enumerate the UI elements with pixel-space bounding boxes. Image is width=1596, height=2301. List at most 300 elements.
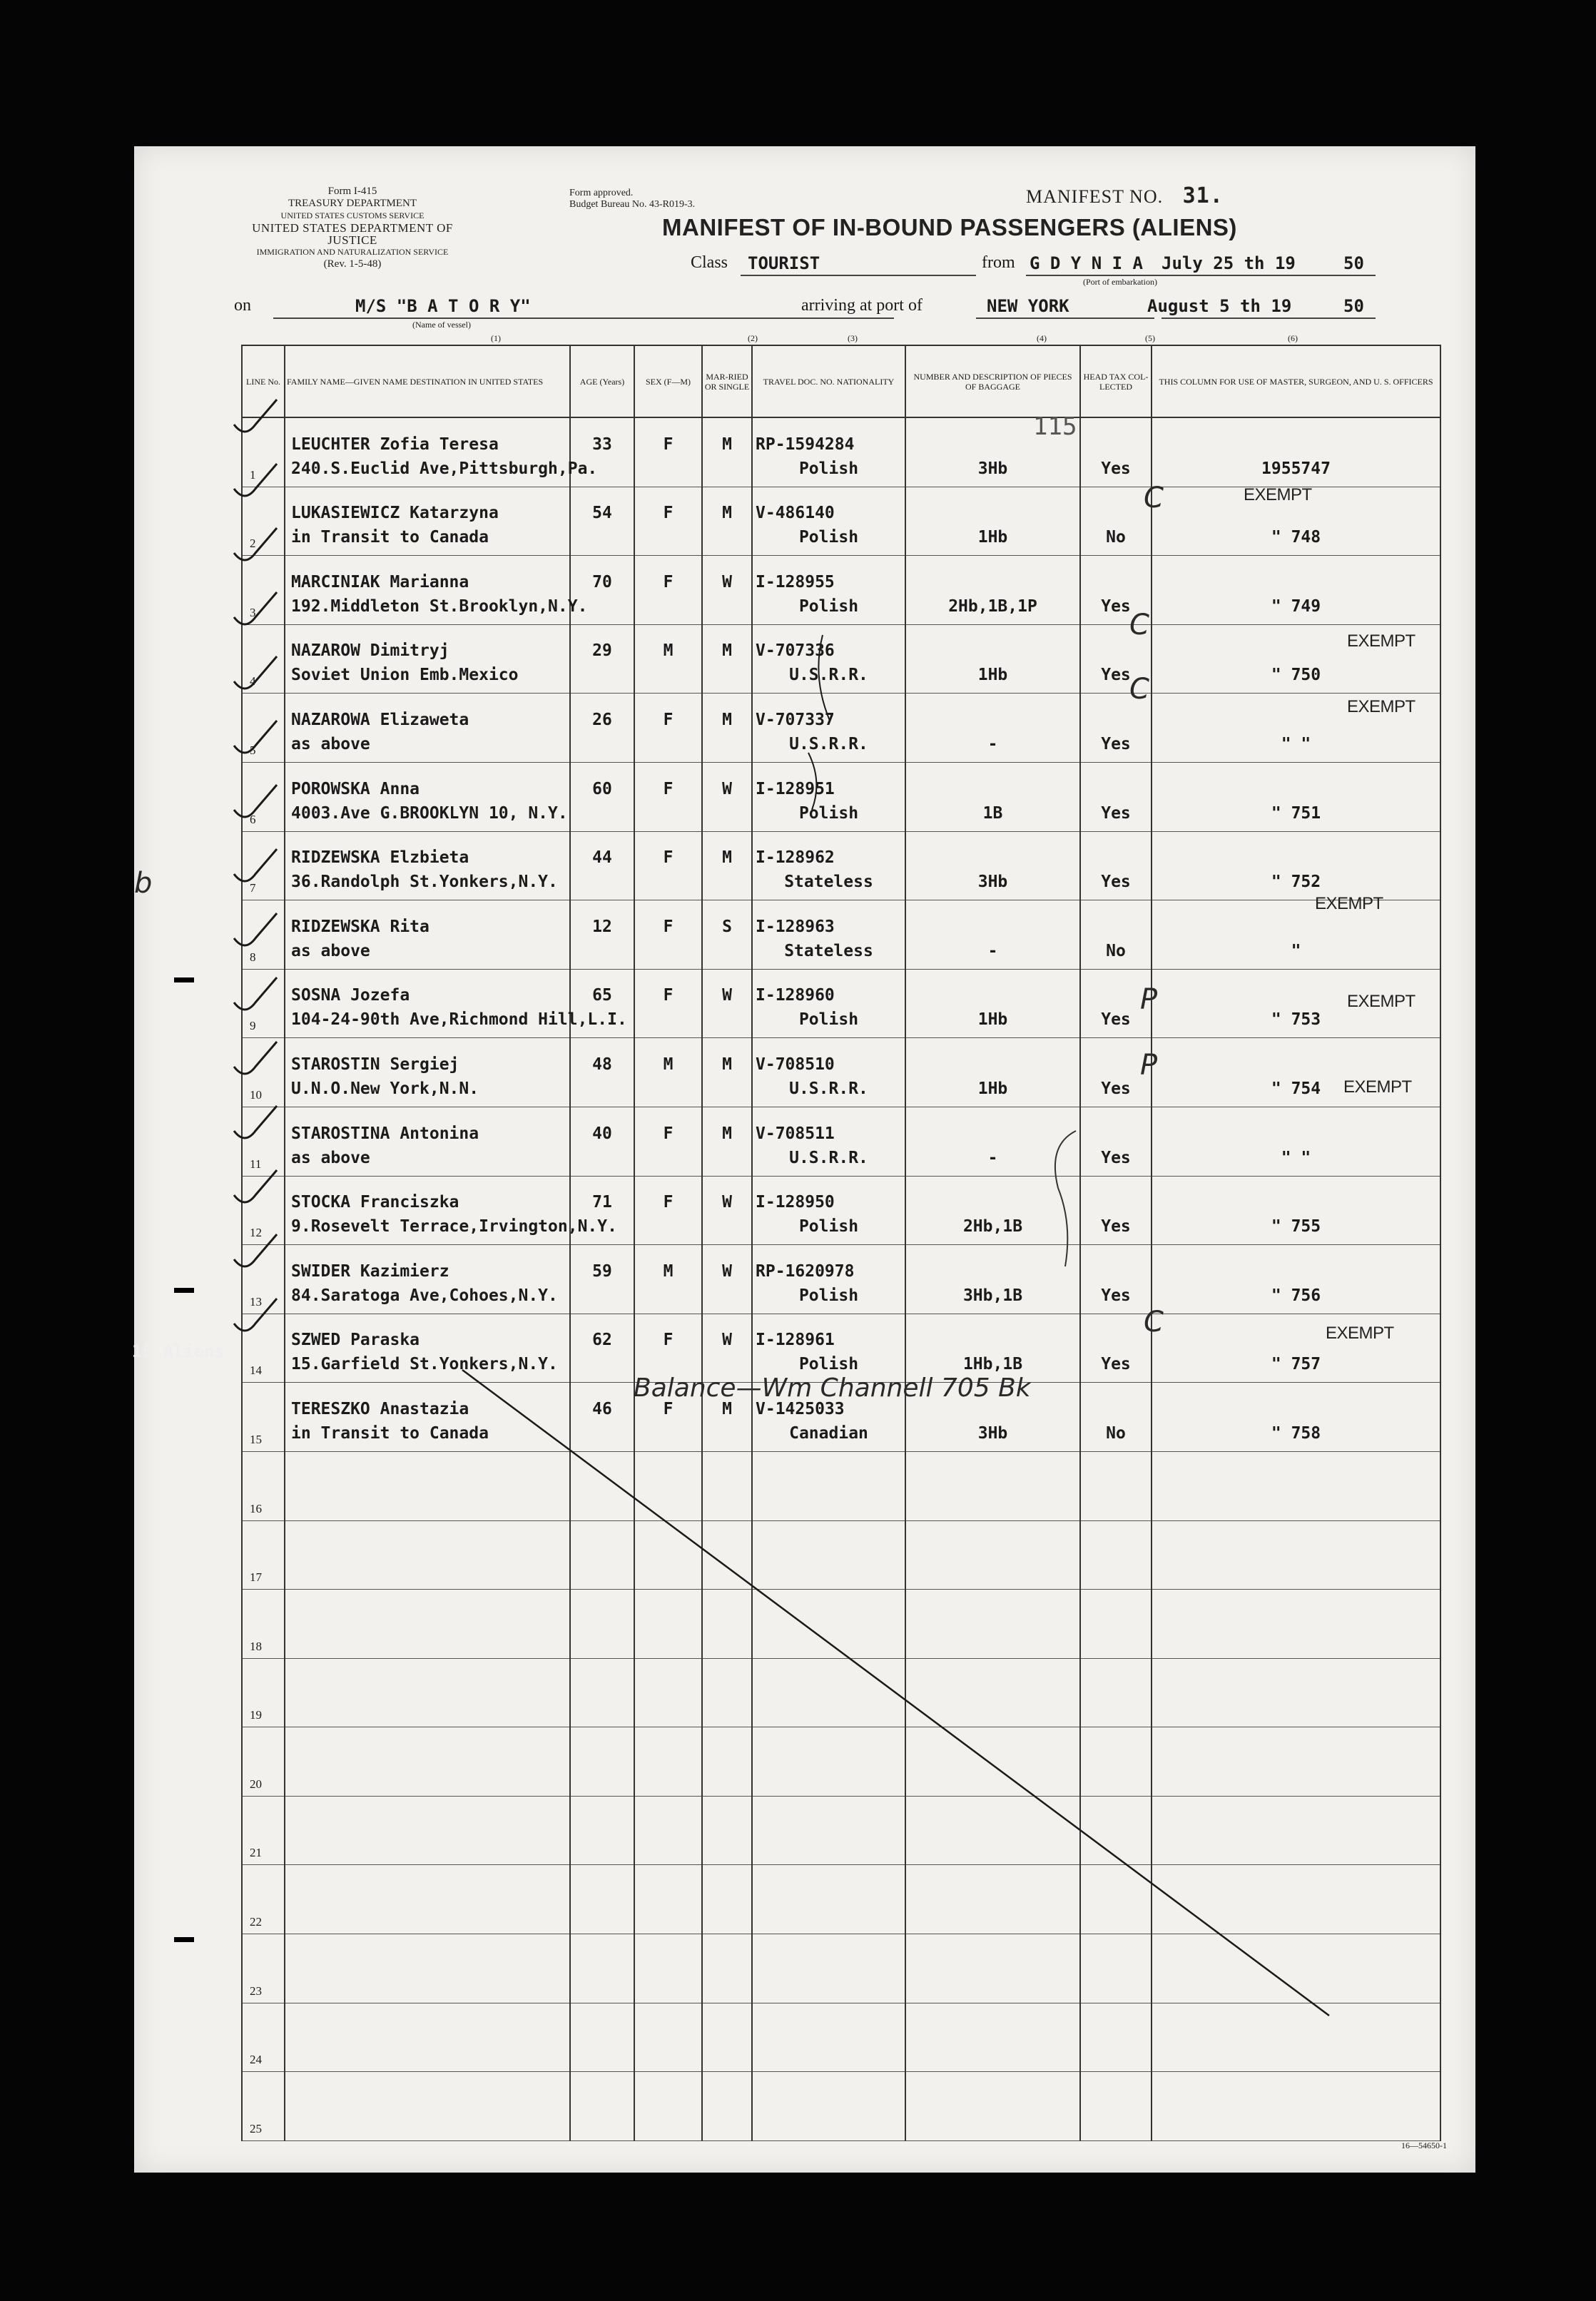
table-cell bbox=[702, 417, 752, 487]
sex: M bbox=[663, 1055, 674, 1074]
table-cell bbox=[634, 1658, 702, 1727]
officer-number: " 750 bbox=[1271, 666, 1321, 685]
table-cell bbox=[570, 1865, 634, 1934]
line-number: 2 bbox=[250, 537, 256, 551]
col-number: (3) bbox=[848, 333, 858, 343]
nationality: U.S.R.R. bbox=[789, 1148, 868, 1167]
exempt-stamp: EXEMPT bbox=[1347, 697, 1415, 716]
table-cell bbox=[285, 1314, 570, 1383]
table-cell bbox=[1080, 1520, 1152, 1590]
nationality: Stateless bbox=[784, 873, 873, 892]
table-cell bbox=[634, 762, 702, 831]
marital-status: M bbox=[722, 710, 732, 729]
line-number: 22 bbox=[250, 1915, 262, 1929]
table-cell bbox=[1152, 1865, 1440, 1934]
sex: F bbox=[663, 1124, 674, 1143]
balance-note: Balance—Wm Channell 705 Bk bbox=[634, 1373, 1031, 1403]
table-cell bbox=[1152, 762, 1440, 831]
table-cell bbox=[702, 1934, 752, 2003]
baggage: 1Hb bbox=[977, 666, 1008, 685]
destination: 4003.Ave G.BROOKLYN 10, N.Y. bbox=[291, 803, 568, 823]
table-cell bbox=[634, 1865, 702, 1934]
age: 54 bbox=[592, 504, 612, 523]
marital-status: W bbox=[722, 986, 732, 1005]
line-number: 7 bbox=[250, 881, 256, 895]
page-title: MANIFEST OF IN-BOUND PASSENGERS (ALIENS) bbox=[662, 214, 1237, 240]
table-row bbox=[242, 1451, 1440, 1520]
form-approved: Form approved. bbox=[569, 188, 634, 198]
marital-status: M bbox=[722, 504, 732, 523]
table-cell bbox=[905, 831, 1080, 900]
vessel-name: M/S "B A T O R Y" bbox=[355, 296, 531, 316]
form-code: 16—54650-1 bbox=[1401, 2140, 1447, 2150]
head-tax: Yes bbox=[1101, 1355, 1131, 1374]
table-cell bbox=[634, 969, 702, 1038]
table-cell bbox=[752, 1451, 905, 1520]
table-cell bbox=[1152, 1383, 1440, 1452]
sex: F bbox=[663, 1399, 674, 1418]
nationality: U.S.R.R. bbox=[789, 1079, 868, 1098]
dept-treasury-sub: UNITED STATES CUSTOMS SERVICE bbox=[280, 210, 425, 220]
table-cell bbox=[702, 969, 752, 1038]
table-cell bbox=[1080, 1590, 1152, 1659]
sex: F bbox=[663, 986, 674, 1005]
table-cell bbox=[570, 417, 634, 487]
destination: 36.Randolph St.Yonkers,N.Y. bbox=[291, 873, 558, 892]
table-cell bbox=[905, 487, 1080, 556]
table-cell bbox=[242, 1520, 285, 1590]
dept-justice-sub: IMMIGRATION AND NATURALIZATION SERVICE bbox=[256, 247, 449, 257]
table-header bbox=[242, 345, 1440, 417]
age: 62 bbox=[592, 1331, 612, 1350]
table-cell bbox=[702, 1314, 752, 1383]
table-cell bbox=[285, 1520, 570, 1590]
table-row bbox=[242, 556, 1440, 625]
marital-status: W bbox=[722, 1261, 732, 1281]
table-cell bbox=[1080, 1314, 1152, 1383]
line-number: 25 bbox=[250, 2121, 262, 2135]
table-cell bbox=[242, 1934, 285, 2003]
table-cell bbox=[570, 556, 634, 625]
table-cell bbox=[285, 1451, 570, 1520]
table-cell bbox=[285, 1245, 570, 1314]
baggage: - bbox=[987, 1148, 998, 1167]
exempt-stamp: EXEMPT bbox=[1315, 894, 1383, 913]
table-cell bbox=[702, 1107, 752, 1176]
destination: 240.S.Euclid Ave,Pittsburgh,Pa. bbox=[291, 459, 598, 478]
table-cell bbox=[570, 487, 634, 556]
baggage: 3Hb bbox=[977, 459, 1008, 478]
table-cell bbox=[702, 1658, 752, 1727]
table-cell bbox=[752, 1658, 905, 1727]
col-header-age: AGE (Years) bbox=[570, 345, 634, 417]
table-cell bbox=[1152, 2003, 1440, 2072]
nationality: Polish bbox=[798, 459, 859, 478]
table-cell bbox=[1080, 1865, 1152, 1934]
table-cell bbox=[702, 762, 752, 831]
travel-doc: I-128951 bbox=[756, 779, 835, 798]
table-cell bbox=[1152, 1796, 1440, 1865]
table-cell bbox=[634, 900, 702, 970]
travel-doc: I-128950 bbox=[756, 1193, 835, 1212]
age: 59 bbox=[592, 1261, 612, 1281]
baggage: 1B bbox=[982, 803, 1003, 823]
table-cell bbox=[752, 1865, 905, 1934]
baggage: 1Hb bbox=[977, 1010, 1008, 1030]
line-number: 21 bbox=[250, 1846, 262, 1860]
officer-number: " 755 bbox=[1271, 1217, 1321, 1236]
table-cell bbox=[905, 556, 1080, 625]
table-cell bbox=[702, 2003, 752, 2072]
tax-mark: C bbox=[1129, 609, 1149, 641]
passenger-name: MARCINIAK Marianna bbox=[291, 572, 469, 591]
table-row bbox=[242, 1107, 1440, 1176]
destination: 15.Garfield St.Yonkers,N.Y. bbox=[291, 1355, 558, 1374]
officer-number: " 748 bbox=[1271, 528, 1321, 547]
age: 70 bbox=[592, 572, 612, 591]
age: 46 bbox=[592, 1399, 612, 1418]
table-cell bbox=[752, 1038, 905, 1107]
tax-mark: b bbox=[134, 867, 153, 900]
table-cell bbox=[570, 694, 634, 763]
marital-status: M bbox=[722, 1055, 732, 1074]
table-cell bbox=[242, 556, 285, 625]
table-cell bbox=[285, 1727, 570, 1797]
table-cell bbox=[1152, 1314, 1440, 1383]
table-cell bbox=[752, 694, 905, 763]
line-number: 4 bbox=[250, 674, 256, 689]
table-cell bbox=[285, 624, 570, 694]
table-cell bbox=[1080, 900, 1152, 970]
travel-doc: RP-1594284 bbox=[756, 435, 855, 454]
sex: F bbox=[663, 435, 674, 454]
arrival-port: NEW YORK bbox=[987, 296, 1069, 316]
table-cell bbox=[634, 2003, 702, 2072]
age: 65 bbox=[592, 986, 612, 1005]
destination: 192.Middleton St.Brooklyn,N.Y. bbox=[291, 596, 588, 616]
table-cell bbox=[752, 1245, 905, 1314]
sex: M bbox=[663, 1261, 674, 1281]
destination: U.N.O.New York,N.N. bbox=[291, 1079, 479, 1098]
table-cell bbox=[570, 969, 634, 1038]
table-row bbox=[242, 900, 1440, 970]
table-cell bbox=[570, 1383, 634, 1452]
table-cell bbox=[1152, 1176, 1440, 1245]
table-cell bbox=[242, 900, 285, 970]
table-cell bbox=[570, 624, 634, 694]
col-header-married: MAR-RIED OR SINGLE bbox=[702, 345, 752, 417]
travel-doc: V-708510 bbox=[756, 1055, 835, 1074]
age: 29 bbox=[592, 641, 612, 661]
col-number: (4) bbox=[1037, 333, 1047, 343]
table-cell bbox=[285, 1383, 570, 1452]
table-cell bbox=[242, 487, 285, 556]
officer-number: " 757 bbox=[1271, 1355, 1321, 1374]
table-row bbox=[242, 1658, 1440, 1727]
table-cell bbox=[1152, 1658, 1440, 1727]
table-cell bbox=[1080, 1658, 1152, 1727]
table-cell bbox=[570, 1590, 634, 1659]
table-cell bbox=[702, 624, 752, 694]
officer-number: " 756 bbox=[1271, 1286, 1321, 1305]
travel-doc: I-128955 bbox=[756, 572, 835, 591]
table-cell bbox=[634, 1934, 702, 2003]
col-header-doc: TRAVEL DOC. NO. NATIONALITY bbox=[752, 345, 905, 417]
head-tax: Yes bbox=[1101, 1010, 1131, 1030]
table-cell bbox=[285, 487, 570, 556]
table-cell bbox=[634, 2072, 702, 2141]
table-row bbox=[242, 1245, 1440, 1314]
table-row bbox=[242, 1727, 1440, 1797]
travel-doc: I-128962 bbox=[756, 848, 835, 868]
table-cell bbox=[285, 1796, 570, 1865]
baggage: 3Hb bbox=[977, 873, 1008, 892]
table-cell bbox=[1080, 1245, 1152, 1314]
table-cell bbox=[905, 694, 1080, 763]
table-cell bbox=[905, 900, 1080, 970]
table-cell bbox=[570, 1658, 634, 1727]
arriving-label: arriving at port of bbox=[801, 296, 922, 315]
marital-status: W bbox=[722, 779, 732, 798]
line-number: 24 bbox=[250, 2053, 262, 2067]
table-cell bbox=[285, 556, 588, 625]
sex: F bbox=[663, 917, 674, 936]
line-number: 3 bbox=[250, 605, 256, 619]
table-cell bbox=[905, 1658, 1080, 1727]
table-row bbox=[242, 624, 1440, 694]
table-cell bbox=[752, 762, 905, 831]
table-cell bbox=[702, 900, 752, 970]
table-row bbox=[242, 1038, 1440, 1107]
table-cell bbox=[702, 1176, 752, 1245]
table-cell bbox=[285, 417, 598, 487]
table-cell bbox=[1152, 2072, 1440, 2141]
passenger-name: STAROSTINA Antonina bbox=[291, 1124, 479, 1143]
class-row bbox=[134, 250, 1475, 287]
table-cell bbox=[905, 1727, 1080, 1797]
table-cell bbox=[634, 831, 702, 900]
line-number: 6 bbox=[250, 812, 256, 826]
marital-status: M bbox=[722, 848, 732, 868]
officer-number: " 749 bbox=[1271, 596, 1321, 616]
head-tax: Yes bbox=[1101, 1217, 1131, 1236]
table-cell bbox=[752, 1934, 905, 2003]
line-number: 8 bbox=[250, 950, 256, 964]
table-cell bbox=[570, 762, 634, 831]
passenger-name: STAROSTIN Sergiej bbox=[291, 1055, 459, 1074]
table-cell bbox=[905, 1176, 1080, 1245]
table-cell bbox=[570, 900, 634, 970]
table-cell bbox=[285, 1934, 570, 2003]
nationality: U.S.R.R. bbox=[789, 666, 868, 685]
table-cell bbox=[752, 556, 905, 625]
marital-status: M bbox=[722, 435, 732, 454]
line-number: 17 bbox=[250, 1570, 262, 1585]
table-cell bbox=[242, 1176, 285, 1245]
table-cell bbox=[905, 2072, 1080, 2141]
table-cell bbox=[285, 2072, 570, 2141]
budget-bureau: Budget Bureau No. 43-R019-3. bbox=[569, 199, 696, 210]
table-cell bbox=[752, 2003, 905, 2072]
head-tax: Yes bbox=[1101, 666, 1131, 685]
table-cell bbox=[634, 1038, 702, 1107]
baggage: - bbox=[987, 941, 998, 960]
travel-doc: V-486140 bbox=[756, 504, 835, 523]
table-row bbox=[242, 1796, 1440, 1865]
table-cell bbox=[905, 1865, 1080, 1934]
tax-mark: C bbox=[1144, 1306, 1164, 1339]
table-cell bbox=[702, 1451, 752, 1520]
tax-mark: P bbox=[1140, 1049, 1158, 1082]
sex: F bbox=[663, 710, 674, 729]
table-cell bbox=[242, 1727, 285, 1797]
table-cell bbox=[285, 1865, 570, 1934]
table-row bbox=[242, 2003, 1440, 2072]
table-cell bbox=[634, 1796, 702, 1865]
officer-number: 1955747 bbox=[1261, 459, 1331, 478]
baggage: - bbox=[987, 734, 998, 753]
table-cell bbox=[242, 762, 285, 831]
sex: F bbox=[663, 1193, 674, 1212]
marital-status: W bbox=[722, 572, 732, 591]
table-cell bbox=[242, 1590, 285, 1659]
table-cell bbox=[905, 1590, 1080, 1659]
table-cell bbox=[285, 831, 570, 900]
table-cell bbox=[570, 1520, 634, 1590]
travel-doc: I-128961 bbox=[756, 1331, 835, 1350]
date-from: July 25 th 19 bbox=[1162, 253, 1296, 273]
table-cell bbox=[570, 1314, 634, 1383]
table-cell bbox=[752, 900, 905, 970]
passenger-name: LUKASIEWICZ Katarzyna bbox=[291, 504, 499, 523]
table-cell bbox=[1152, 556, 1440, 625]
table-cell bbox=[242, 2003, 285, 2072]
line-number: 18 bbox=[250, 1639, 262, 1653]
table-cell bbox=[1152, 831, 1440, 900]
table-cell bbox=[285, 1038, 570, 1107]
table-cell bbox=[570, 1934, 634, 2003]
table-cell bbox=[1080, 1796, 1152, 1865]
table-cell bbox=[1152, 1934, 1440, 2003]
head-tax: No bbox=[1106, 941, 1126, 960]
passenger-name: POROWSKA Anna bbox=[291, 779, 420, 798]
table-cell bbox=[1152, 1107, 1440, 1176]
table-cell bbox=[1080, 417, 1152, 487]
travel-doc: I-128963 bbox=[756, 917, 835, 936]
passenger-name: RIDZEWSKA Rita bbox=[291, 917, 430, 936]
date-arrive: August 5 th 19 bbox=[1147, 296, 1292, 316]
table-cell bbox=[1080, 762, 1152, 831]
table-cell bbox=[702, 1590, 752, 1659]
head-tax: Yes bbox=[1101, 459, 1131, 478]
table-cell bbox=[1080, 1934, 1152, 2003]
table-cell bbox=[752, 2072, 905, 2141]
table-cell bbox=[285, 1107, 570, 1176]
table-cell bbox=[1080, 2072, 1152, 2141]
table-cell bbox=[702, 1520, 752, 1590]
table-cell bbox=[702, 1245, 752, 1314]
officer-number: " " bbox=[1281, 1148, 1311, 1167]
table-cell bbox=[242, 1865, 285, 1934]
baggage: 3Hb bbox=[977, 1423, 1008, 1443]
passenger-name: NAZAROW Dimitryj bbox=[291, 641, 449, 661]
table-cell bbox=[905, 624, 1080, 694]
table-cell bbox=[702, 487, 752, 556]
table-cell bbox=[905, 762, 1080, 831]
table-cell bbox=[570, 1796, 634, 1865]
table-row bbox=[242, 1314, 1440, 1383]
table-cell bbox=[905, 1107, 1080, 1176]
table-cell bbox=[1152, 1520, 1440, 1590]
col-header-sex: SEX (F—M) bbox=[634, 345, 702, 417]
vessel-note: (Name of vessel) bbox=[412, 320, 471, 330]
table-cell bbox=[702, 1796, 752, 1865]
table-cell bbox=[752, 1727, 905, 1797]
table-cell bbox=[1080, 487, 1152, 556]
officer-number: " " bbox=[1281, 734, 1311, 753]
count-note: 115 bbox=[1033, 412, 1077, 441]
passenger-table bbox=[241, 345, 1441, 2141]
table-cell bbox=[905, 1934, 1080, 2003]
table-cell bbox=[634, 1314, 702, 1383]
age: 60 bbox=[592, 779, 612, 798]
margin-mark bbox=[174, 1937, 194, 1942]
baggage: 3Hb,1B bbox=[962, 1286, 1023, 1305]
age: 33 bbox=[592, 435, 612, 454]
col-header-line: LINE No. bbox=[242, 345, 285, 417]
table-cell bbox=[752, 487, 905, 556]
marital-status: M bbox=[722, 1399, 732, 1418]
age: 26 bbox=[592, 710, 612, 729]
from-label: from bbox=[982, 253, 1015, 272]
table-row bbox=[242, 831, 1440, 900]
officer-number: " 758 bbox=[1271, 1423, 1321, 1443]
sex: F bbox=[663, 1331, 674, 1350]
officer-number: " 752 bbox=[1271, 873, 1321, 892]
table-cell bbox=[634, 1727, 702, 1797]
table-cell bbox=[905, 1451, 1080, 1520]
passenger-name: SZWED Paraska bbox=[291, 1331, 420, 1350]
passenger-name: TERESZKO Anastazia bbox=[291, 1399, 469, 1418]
table-cell bbox=[242, 1658, 285, 1727]
table-cell bbox=[285, 1658, 570, 1727]
sex: M bbox=[663, 641, 674, 661]
age: 71 bbox=[592, 1193, 612, 1212]
table-row bbox=[242, 2072, 1440, 2141]
table-row bbox=[242, 1934, 1440, 2003]
line-number: 13 bbox=[250, 1294, 262, 1309]
table-cell bbox=[285, 762, 570, 831]
col-number: (2) bbox=[748, 333, 758, 343]
manifest-page bbox=[134, 146, 1475, 2173]
table-cell bbox=[570, 1245, 634, 1314]
baggage: 1Hb bbox=[977, 1079, 1008, 1098]
table-cell bbox=[905, 1796, 1080, 1865]
nationality: Polish bbox=[798, 1355, 859, 1374]
table-cell bbox=[1080, 1727, 1152, 1797]
exempt-stamp: EXEMPT bbox=[1347, 992, 1415, 1011]
baggage: 1Hb,1B bbox=[962, 1355, 1023, 1374]
baggage: 1Hb bbox=[977, 528, 1008, 547]
table-cell bbox=[570, 2072, 634, 2141]
table-cell bbox=[905, 969, 1080, 1038]
table-cell bbox=[752, 1796, 905, 1865]
table-cell bbox=[242, 831, 285, 900]
manifest-value: 31. bbox=[1182, 183, 1224, 208]
travel-doc: I-128960 bbox=[756, 986, 835, 1005]
travel-doc: V-707337 bbox=[756, 710, 835, 729]
table-row bbox=[242, 1590, 1440, 1659]
